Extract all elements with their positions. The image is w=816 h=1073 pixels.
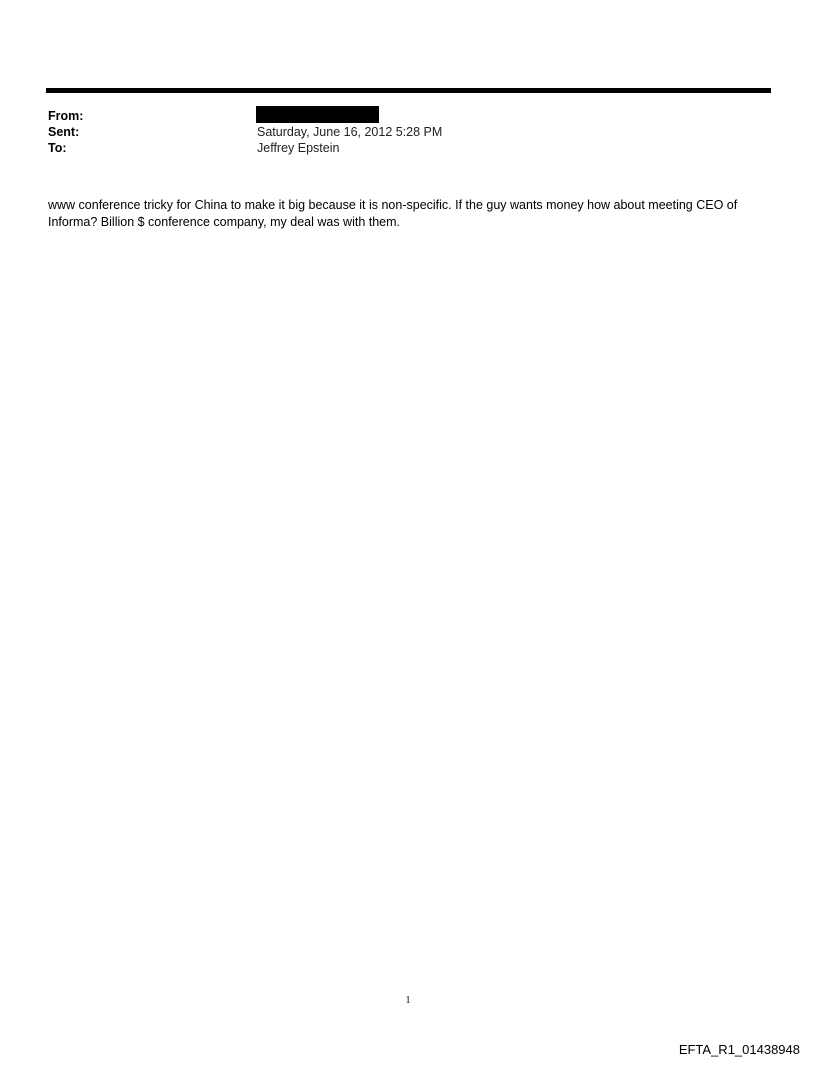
from-label: From: bbox=[48, 109, 84, 123]
header-rule bbox=[46, 88, 771, 93]
page-number: 1 bbox=[405, 995, 411, 1006]
bates-number: EFTA_R1_01438948 bbox=[678, 1042, 800, 1057]
to-value: Jeffrey Epstein bbox=[257, 141, 340, 155]
redaction-box bbox=[256, 106, 379, 123]
sent-label: Sent: bbox=[48, 125, 80, 139]
to-label: To: bbox=[48, 141, 67, 155]
email-body: www conference tricky for China to make it big because it is non-specific. If the guy wants money how about meeting CEO of Informa? Billion $ conference company, my deal was with them. bbox=[48, 198, 738, 229]
sent-value: Saturday, June 16, 2012 5:28 PM bbox=[257, 125, 443, 139]
